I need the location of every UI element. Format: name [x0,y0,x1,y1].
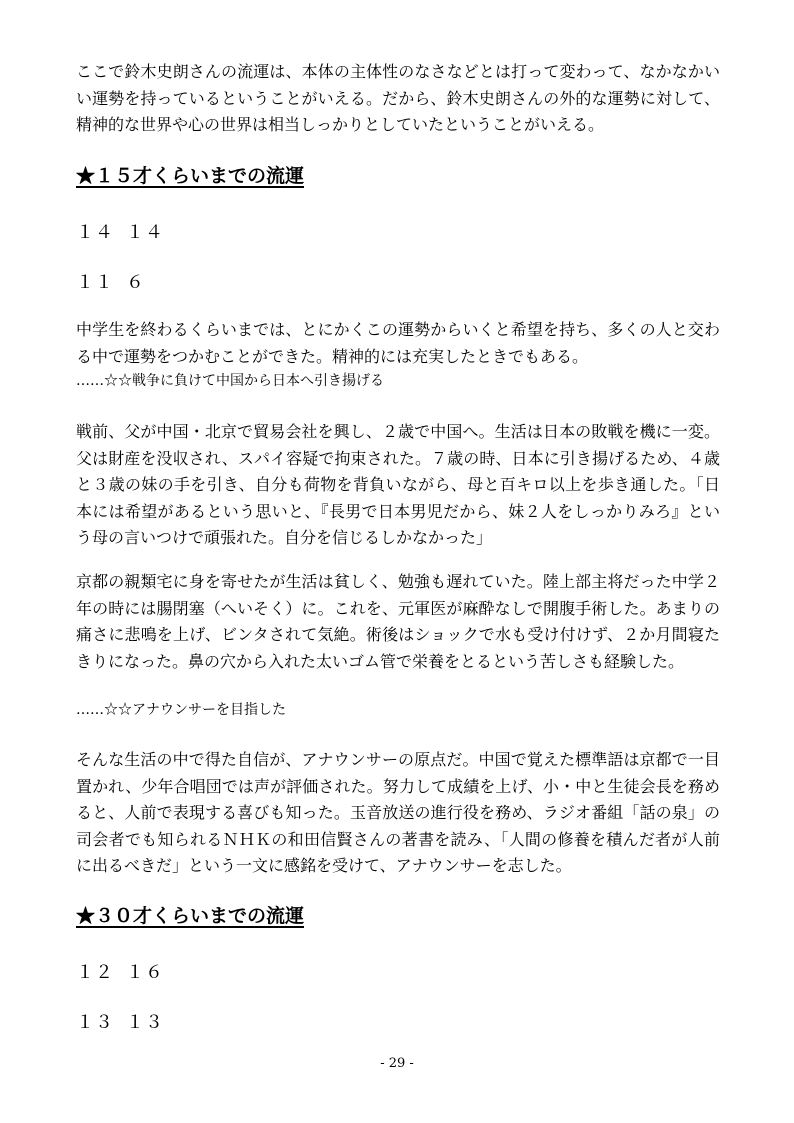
body-paragraph: 中学生を終わるくらいまでは、とにかくこの運勢からいくと希望を持ち、多くの人と交わる中で運勢をつかむことができた。精神的には充実したときでもある。 [76,320,720,366]
pair-left-value: １４ [76,222,114,243]
pair-left-value: １３ [76,1012,114,1033]
body-paragraph: 京都の親類宅に身を寄せたが生活は貧しく、勉強も遅れていた。陸上部主将だった中学２年の時には腸閉塞（へいそく）に。これを、元軍医が麻酔なしで開腹手術した。あまりの痛さに悲鳴を上げ、ビンタされて気絶。術後はショックで水も受け付けず、２か月間寝たきりになった。鼻の穴から入れた太いゴム管で栄養をとるという苦しさも経験した。 [76,572,720,671]
body-paragraph: 戦前、父が中国・北京で貿易会社を興し、２歳で中国へ。生活は日本の敗戦を機に一変。父は財産を没収され、スパイ容疑で拘束された。７歳の時、日本に引き揚げるため、４歳と３歳の妹の手を引き、自分も荷物を背負いながら、母と百キロ以上を歩き通した。「日本には希望があるという思いと、『長男で日本男児だから、妹２人をしっかりみろ』という母の言いつけで頑張れた。自分を信じるしかなかった」 [76,422,720,548]
number-pair-row [76,1008,164,1034]
pair-left-value: １２ [76,962,114,983]
number-pair-row [76,268,145,294]
sub-note: ……☆☆戦争に負けて中国から日本へ引き揚げる [76,373,384,389]
number-pair-row [76,958,164,984]
pair-right-value: １４ [126,222,164,243]
pair-right-value: ６ [126,272,145,293]
pair-right-value: １３ [126,1012,164,1033]
intro-paragraph: ここで鈴木史朗さんの流運は、本体の主体性のなさなどとは打って変わって、なかなかいい運勢を持っているということがいえる。だから、鈴木史朗さんの外的な運勢に対して、精神的な世界や心の世界は相当しっかりとしていたということがいえる。 [76,62,720,135]
section-heading-15: ★１５才くらいまでの流運 [76,165,305,187]
number-pair-row [76,218,164,244]
sub-note: ……☆☆アナウンサーを目指した [76,702,286,718]
section-heading-30: ★３０才くらいまでの流運 [76,905,305,927]
pair-right-value: １６ [126,962,164,983]
body-paragraph: そんな生活の中で得た自信が、アナウンサーの原点だ。中国で覚えた標準語は京都で一目置かれ、少年合唱団では声が評価された。努力して成績を上げ、小・中と生徒会長を務めると、人前で表現する喜びも知った。玉音放送の進行役を務め、ラジオ番組「話の泉」の司会者でも知られるＮＨＫの和田信賢さんの著書を読み、「人間の修養を積んだ者が人前に出るべきだ」という一文に感銘を受けて、アナウンサーを志した。 [76,750,720,876]
pair-left-value: １１ [76,272,114,293]
page-number: - 29 - [380,1056,414,1071]
